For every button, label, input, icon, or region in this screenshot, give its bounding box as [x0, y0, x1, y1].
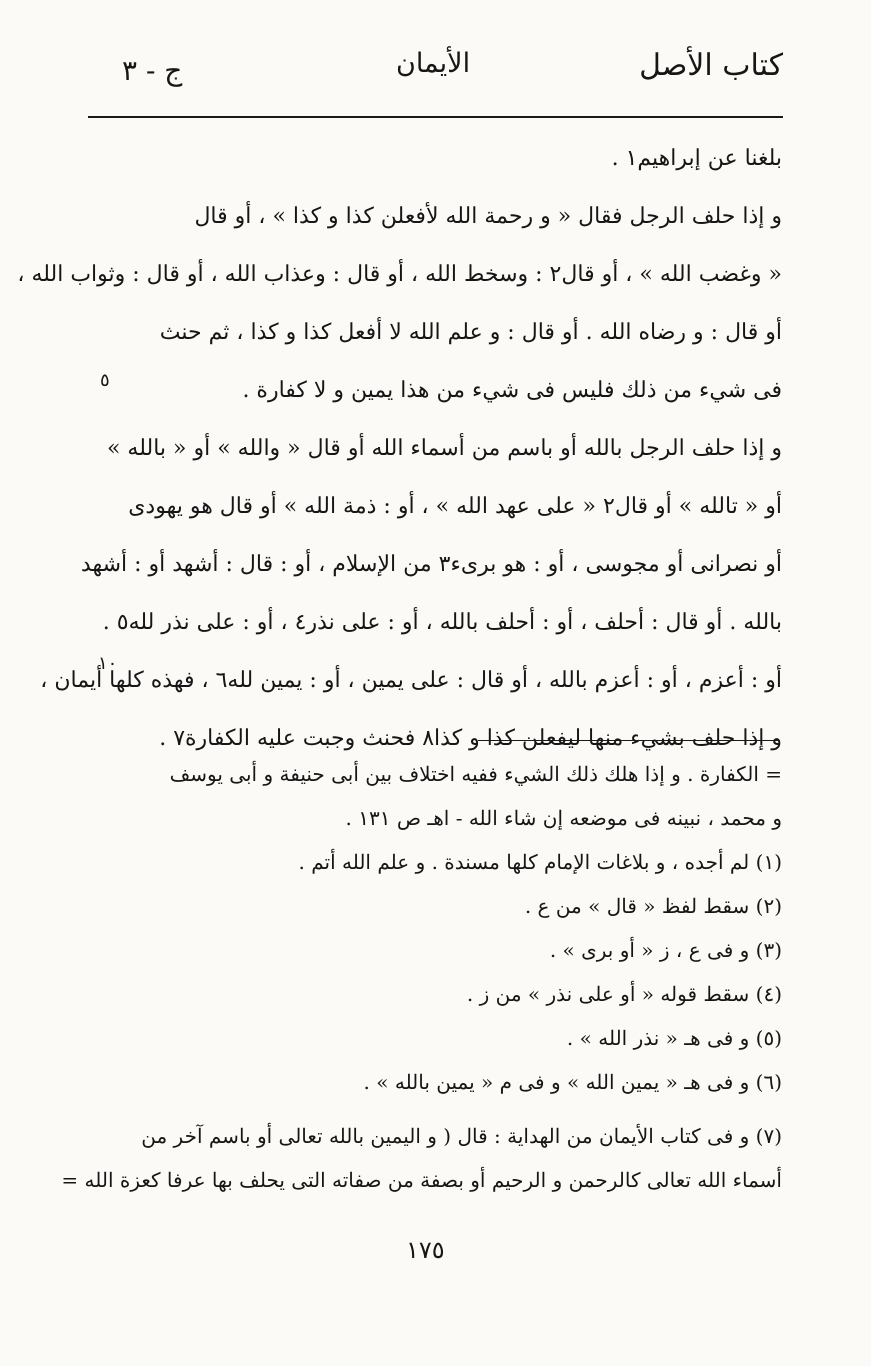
text-line: فى شيء من ذلك فليس فى شيء من هذا يمين و لا كفارة . [242, 378, 782, 403]
footnote-line: أسماء الله تعالى كالرحمن و الرحيم أو بصفة من صفاته التى يحلف بها عرفا كعزة الله = [61, 1168, 782, 1192]
chapter-title: الأيمان [396, 48, 471, 79]
footnote-separator [478, 740, 780, 741]
text-line: بالله . أو قال : أحلف ، أو : أحلف بالله ، أو : على نذر٤ ، أو : على نذر لله٥ . [102, 610, 782, 635]
margin-line-number: ٥ [100, 370, 110, 391]
margin-line-number: ١٠ [98, 653, 118, 674]
text-line: و إذا حلف بشيء منها ليفعلن كذا و كذا٨ فحنث وجبت عليه الكفارة٧ . [159, 726, 782, 751]
footnote-line: (٣) و فى ع ، ز « أو برى » . [549, 938, 782, 962]
header-rule [88, 116, 783, 118]
footnote-line: و محمد ، نبينه فى موضعه إن شاء الله - اهـ ص ١٣١ . [345, 806, 782, 830]
text-line: و إذا حلف الرجل بالله أو باسم من أسماء الله أو قال « والله » أو « بالله » [106, 436, 782, 461]
text-line: و إذا حلف الرجل فقال « و رحمة الله لأفعلن كذا و كذا » ، أو قال [194, 204, 782, 229]
text-line: أو قال : و رضاه الله . أو قال : و علم الله لا أفعل كذا و كذا ، ثم حنث [159, 320, 782, 345]
text-line: أو نصرانى أو مجوسى ، أو : هو برىء٣ من الإسلام ، أو : قال : أشهد أو : أشهد [80, 552, 782, 577]
text-line: أو « تالله » أو قال٢ « على عهد الله » ، أو : ذمة الله » أو قال هو يهودى [128, 494, 782, 519]
text-line: أو : أعزم ، أو : أعزم بالله ، أو قال : على يمين ، أو : يمين لله٦ ، فهذه كلها أيمان ، [40, 668, 782, 693]
text-line: « وغضب الله » ، أو قال٢ : وسخط الله ، أو قال : وعذاب الله ، أو قال : وثواب الله ، [17, 262, 782, 287]
book-title: كتاب الأصل [639, 48, 783, 83]
footnote-line: (٤) سقط قوله « أو على نذر » من ز . [466, 982, 782, 1006]
volume-label: ج - ٣ [122, 54, 183, 87]
page-number: ١٧٥ [406, 1236, 445, 1264]
footnote-line: (٢) سقط لفظ « قال » من ع . [524, 894, 782, 918]
footnote-line: (٥) و فى هـ « نذر الله » . [566, 1026, 782, 1050]
footnote-line: (٦) و فى هـ « يمين الله » و فى م « يمين بالله » . [363, 1070, 782, 1094]
running-header [88, 40, 783, 100]
footnotes [61, 752, 782, 1202]
footnote-line: (١) لم أجده ، و بلاغات الإمام كلها مسندة . و علم الله أتم . [298, 850, 782, 874]
footnote-line: (٧) و فى كتاب الأيمان من الهداية : قال ( و اليمين بالله تعالى أو باسم آخر من [141, 1124, 782, 1148]
footnote-line: = الكفارة . و إذا هلك ذلك الشيء ففيه اختلاف بين أبى حنيفة و أبى يوسف [169, 762, 782, 786]
text-line: بلغنا عن إبراهيم١ . [611, 146, 782, 171]
